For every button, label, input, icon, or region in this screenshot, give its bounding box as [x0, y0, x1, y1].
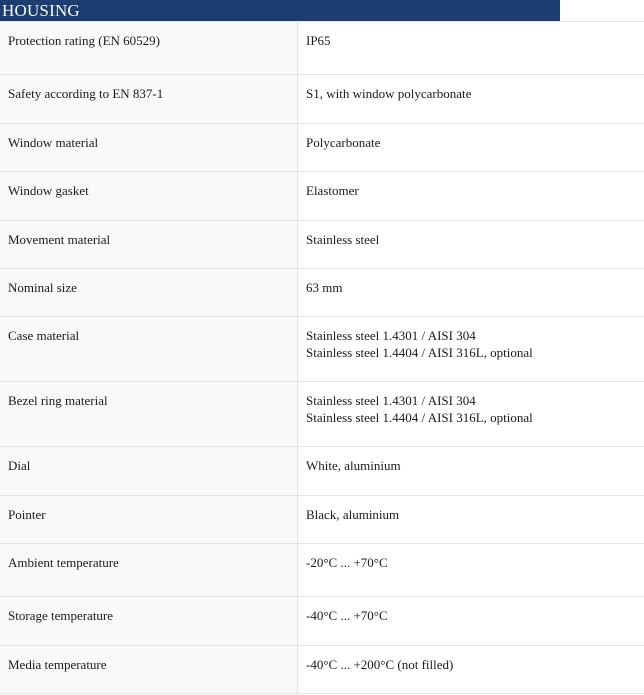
row-value-line: -20°C ... +70°C: [306, 555, 388, 570]
row-value: [298, 496, 644, 544]
row-value-line: -40°C ... +70°C: [306, 608, 388, 623]
row-value-line: 63 mm: [306, 280, 343, 295]
row-label: Nominal size: [0, 269, 298, 317]
section-header: [0, 0, 644, 21]
row-label: Case material: [0, 317, 298, 382]
row-value: [298, 544, 644, 597]
table-row: [0, 124, 644, 172]
row-value-line: Polycarbonate: [306, 135, 381, 150]
row-label: Ambient temperature: [0, 544, 298, 597]
row-value-line: S1, with window polycarbonate: [306, 86, 472, 101]
row-value-line: White, aluminium: [306, 458, 401, 473]
row-label: Window material: [0, 124, 298, 172]
row-value-line: Stainless steel 1.4301 / AISI 304: [306, 328, 476, 343]
row-value-line: Stainless steel 1.4404 / AISI 316L, optional: [306, 410, 533, 425]
table-row: [0, 317, 644, 382]
row-value-line: Elastomer: [306, 183, 359, 198]
row-value-line: Stainless steel: [306, 232, 380, 247]
row-label: Protection rating (EN 60529): [0, 22, 298, 75]
row-value-line: IP65: [306, 33, 331, 48]
row-value: [298, 22, 644, 75]
row-value-line: Stainless steel 1.4301 / AISI 304: [306, 393, 476, 408]
row-value: [298, 172, 644, 221]
section-header-bar: [0, 0, 560, 21]
row-value: [298, 382, 644, 447]
table-row: [0, 172, 644, 221]
section-title: HOUSING: [2, 1, 80, 20]
row-label: Bezel ring material: [0, 382, 298, 447]
row-label: Pointer: [0, 496, 298, 544]
row-label: Dial: [0, 447, 298, 496]
row-value: [298, 317, 644, 382]
row-value: [298, 447, 644, 496]
row-label: Movement material: [0, 221, 298, 269]
table-row: [0, 496, 644, 544]
row-value: [298, 597, 644, 646]
row-value-line: -40°C ... +200°C (not filled): [306, 657, 454, 672]
table-row: [0, 544, 644, 597]
table-row: [0, 597, 644, 646]
housing-spec-table: [0, 21, 644, 694]
table-row: [0, 447, 644, 496]
row-label: Storage temperature: [0, 597, 298, 646]
row-value: [298, 221, 644, 269]
row-value-line: Black, aluminium: [306, 507, 400, 522]
row-value: [298, 646, 644, 694]
table-row: [0, 75, 644, 124]
table-row: [0, 221, 644, 269]
table-row: [0, 22, 644, 75]
row-value: [298, 124, 644, 172]
row-value-line: Stainless steel 1.4404 / AISI 316L, optional: [306, 345, 533, 360]
row-label: Safety according to EN 837-1: [0, 75, 298, 124]
table-row: [0, 382, 644, 447]
row-label: Media temperature: [0, 646, 298, 694]
row-value: [298, 269, 644, 317]
row-value: [298, 75, 644, 124]
table-row: [0, 269, 644, 317]
row-label: Window gasket: [0, 172, 298, 221]
table-row: [0, 646, 644, 694]
